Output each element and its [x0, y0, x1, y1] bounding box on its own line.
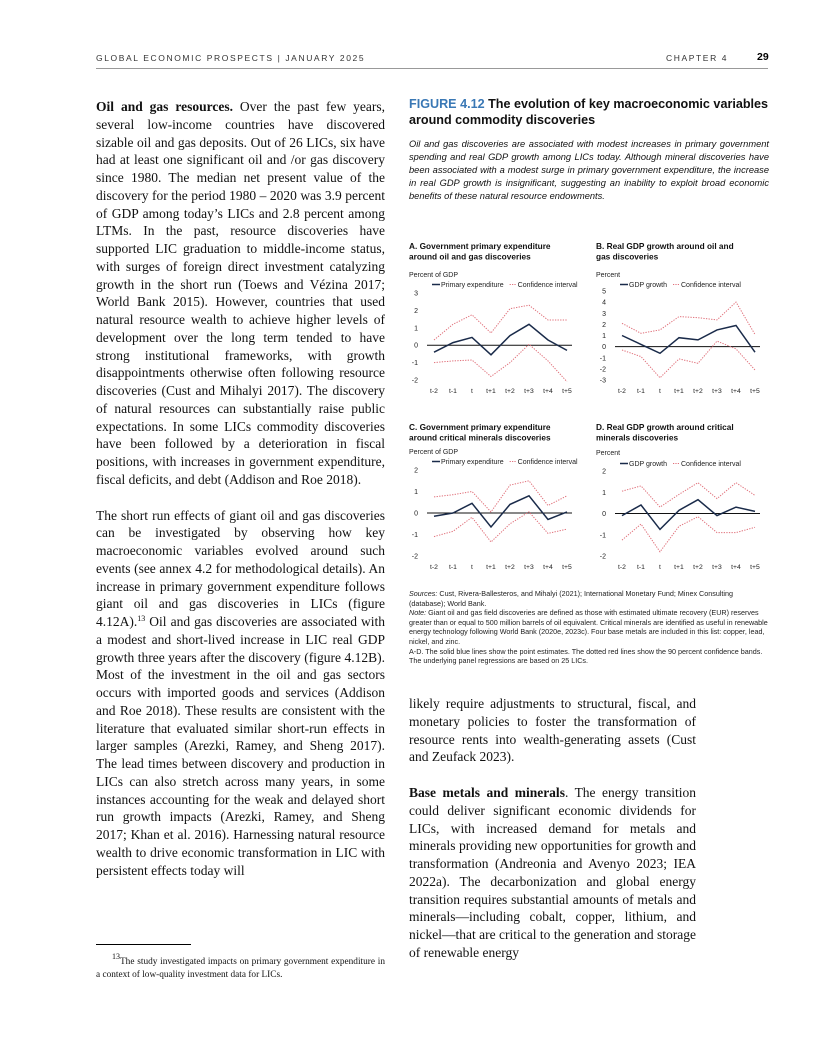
footnote-number: 13 — [112, 952, 120, 961]
y-tick-label: 0 — [414, 342, 418, 350]
y-tick-label: 2 — [414, 307, 418, 315]
y-axis-unit: Percent — [596, 272, 621, 279]
x-tick-label: t+5 — [562, 564, 572, 571]
panel-title: C. Government primary expenditure — [409, 422, 551, 432]
legend-label: Confidence interval — [517, 459, 578, 466]
note — [409, 608, 771, 646]
ci-upper-line — [622, 483, 755, 507]
running-header: GLOBAL ECONOMIC PROSPECTS | JANUARY 2025 — [96, 53, 366, 63]
estimate-line — [434, 324, 567, 355]
x-tick-label: t+4 — [543, 388, 553, 395]
y-tick-label: 2 — [602, 468, 606, 476]
paragraph-lead: Oil and gas resources. — [96, 99, 233, 114]
x-tick-label: t+2 — [505, 388, 515, 395]
figure-title-text: The evolution of key macroeconomic variables around commodity discoveries — [409, 97, 769, 127]
paragraph-base-metals — [409, 784, 696, 962]
x-tick-label: t+4 — [731, 388, 741, 395]
x-tick-label: t+4 — [731, 564, 741, 571]
paragraph-text: Over the past few years, several low-income countries have discovered sizable oil and gas deposits. Out of 26 LICs, six have had at least one significant oil and /or gas discovery since 1980. The median net present value of the discovery for the period 1980 – 2020 was 3.9 percent of GDP among today’s LICs and 2.8 percent among LTMs. In the past, resource discoveries have supported LIC graduation to middle-income status, with surges of foreign direct investment catalyzing growth in the short run (Toews and Vézina 2017; World Bank 2015). However, countries that used natural resource wealth to achieve higher levels of development over the long term tended to have strong institutional frameworks, with growth disappointments otherwise often following resource discoveries (Cust and Mihalyi 2017). The discovery of natural resources can substantially raise public expectations. In some LICs commodity discoveries have been followed by a deterioration in fiscal positions, with increases in government expenditure, fiscal deficits, and debt (Addison and Roe 2018). — [96, 99, 385, 487]
panel-title: minerals discoveries — [596, 432, 679, 443]
note-text: Giant oil and gas field discoveries are defined as those with estimated ultimate recovery (EUR) reserves greater than or equal to 500 million barrels of oil equivalent. Critical minerals are identified as useful in renewable energy technology following World Bank (2020e, 2023c). Four base metals are included in this list: copper, lead, nickel, and zinc. — [409, 608, 768, 646]
x-tick-label: t-2 — [618, 564, 626, 571]
x-tick-label: t-2 — [618, 388, 626, 395]
x-tick-label: t — [471, 564, 473, 571]
footnote-ref[interactable]: 13 — [137, 614, 146, 623]
y-tick-label: -1 — [411, 532, 418, 539]
estimate-line — [622, 326, 755, 354]
x-tick-label: t+1 — [486, 564, 496, 571]
y-tick-label: 0 — [602, 511, 606, 518]
y-tick-label: 1 — [602, 489, 606, 497]
y-axis-unit: Percent of GDP — [409, 272, 459, 279]
legend-label: Confidence interval — [517, 282, 578, 289]
y-axis-unit: Percent of GDP — [409, 449, 459, 456]
y-tick-label: -1 — [411, 360, 418, 368]
y-tick-label: 4 — [602, 299, 606, 307]
figure-notes — [409, 589, 771, 666]
sources — [409, 589, 771, 608]
x-tick-label: t+5 — [750, 388, 760, 395]
x-tick-label: t-2 — [430, 564, 438, 571]
legend-label: Primary expenditure — [441, 459, 504, 466]
note-ad: A-D. The solid blue lines show the point estimates. The dotted red lines show the 90 percent confidence bands. The underlying panel regressions are based on 25 LICs. — [409, 646, 763, 666]
panel-title: D. Real GDP growth around critical — [596, 422, 734, 432]
x-tick-label: t-1 — [449, 564, 457, 571]
ci-upper-line — [434, 481, 567, 512]
y-tick-label: 2 — [602, 321, 606, 329]
panel-title: A. Government primary expenditure — [409, 241, 551, 251]
y-tick-label: 1 — [414, 325, 418, 333]
paragraph-text: The short run effects of giant oil and gas discoveries can be investigated by observing how key macroeconomic variables evolved around such events (see annex 4.2 for methodological details). An increase in primary government expenditure follows giant oil and gas discoveries in LICs (figure 4.12A). — [96, 507, 385, 629]
panel-title: gas discoveries — [596, 251, 659, 262]
paragraph-lead: Base metals and minerals — [409, 785, 565, 800]
legend-label: GDP growth — [629, 282, 667, 289]
x-tick-label: t-2 — [430, 388, 438, 395]
y-tick-label: 1 — [414, 489, 418, 496]
y-tick-label: 5 — [602, 288, 606, 296]
y-tick-label: -1 — [599, 532, 606, 540]
panel-title: around critical minerals discoveries — [409, 432, 551, 443]
note-label: Note: — [409, 608, 427, 618]
ci-lower-line — [434, 344, 567, 381]
page-number: 29 — [757, 51, 769, 63]
y-tick-label: 0 — [602, 344, 606, 352]
ci-upper-line — [622, 302, 755, 334]
x-tick-label: t — [659, 388, 661, 395]
legend-label: GDP growth — [629, 461, 667, 468]
paragraph-continued: likely require adjustments to structural, fiscal, and monetary policies to foster the transformation of resource rents into wealth-generating assets (Cust and Zeufack 2023). — [409, 696, 696, 765]
x-tick-label: t-1 — [637, 388, 645, 395]
x-tick-label: t+2 — [693, 388, 703, 395]
x-tick-label: t+1 — [486, 388, 496, 395]
footnote-text: The study investigated impacts on primary government expenditure in a context of low-quality investment data for LICs. — [96, 957, 385, 980]
x-tick-label: t+5 — [750, 564, 760, 571]
y-tick-label: -2 — [599, 366, 606, 374]
y-tick-label: 0 — [414, 510, 418, 518]
estimate-line — [434, 496, 567, 527]
panel-title: B. Real GDP growth around oil and — [596, 241, 734, 251]
x-tick-label: t+1 — [674, 388, 684, 395]
x-tick-label: t-1 — [637, 564, 645, 571]
y-tick-label: -2 — [599, 553, 606, 561]
y-tick-label: 3 — [414, 290, 418, 298]
legend-label: Confidence interval — [681, 461, 741, 468]
x-tick-label: t-1 — [449, 388, 457, 395]
x-tick-label: t — [471, 388, 473, 395]
legend-label: Primary expenditure — [441, 282, 504, 289]
y-tick-label: 3 — [602, 310, 606, 318]
right-column — [409, 695, 696, 962]
y-axis-unit: Percent — [596, 450, 621, 457]
sources-text: Cust, Rivera-Ballesteros, and Mihalyi (2021); International Monetary Fund; Minex Consulting (database); World Bank. — [409, 589, 733, 608]
paragraph-text: . The energy transition could deliver significant economic dividends for LICs, with increased demand for metals and minerals providing new opportunities for growth and transformation (Andreonia and Avenyo 2023; IEA 2022a). The decarbonization and global energy transition requires substantial amounts of metals and minerals—including cobalt, copper, lithium, and nickel—that are critical to the generation and storage of renewable energy — [409, 785, 696, 960]
y-tick-label: 1 — [602, 333, 606, 340]
ci-upper-line — [434, 305, 567, 340]
ci-lower-line — [622, 517, 755, 552]
y-tick-label: 2 — [414, 467, 418, 475]
x-tick-label: t+2 — [693, 564, 703, 571]
y-tick-label: -3 — [599, 377, 606, 385]
x-tick-label: t+3 — [712, 564, 722, 571]
x-tick-label: t+3 — [524, 564, 534, 571]
y-tick-label: -2 — [411, 553, 418, 561]
x-tick-label: t — [659, 564, 661, 571]
y-tick-label: -1 — [599, 355, 606, 363]
x-tick-label: t+3 — [712, 388, 722, 395]
x-tick-label: t+5 — [562, 388, 572, 395]
x-tick-label: t+4 — [543, 564, 553, 571]
x-tick-label: t+2 — [505, 564, 515, 571]
legend-label: Confidence interval — [681, 282, 741, 289]
y-tick-label: -2 — [411, 377, 418, 385]
x-tick-label: t+3 — [524, 388, 534, 395]
sources-label: Sources: — [409, 589, 438, 598]
figure-number: FIGURE 4.12 — [409, 97, 485, 111]
figure-subtitle: Oil and gas discoveries are associated with modest increases in primary government spending and real GDP growth among LICs today. Although mineral discoveries have been associated with a modest surge in primary government expenditure, the increase in real GDP growth is insignificant, suggesting an inability to exploit broad economic benefits of these natural resource endowments. — [409, 139, 769, 202]
paragraph-text: Oil and gas discoveries are associated with a modest and short-lived increase in LIC real GDP growth three years after the discovery (figure 4.12B). Most of the investment in the oil and gas sectors occurs with imported goods and services (Addison and Roe 2018). These results are consistent with the literature that evaluated similar short-run effects in larger samples (Arezki, Ramey, and Sheng 2017). The lead times between discovery and production in LICs can also stretch across many years, in some instances accounting for the weak and delayed short run growth impacts (Arezki, Ramey, and Sheng 2017; Khan et al. 2016). Harnessing natural resource wealth to drive economic transformation in LIC with persistent effects today will — [96, 614, 385, 878]
panel-title: around oil and gas discoveries — [409, 251, 531, 262]
x-tick-label: t+1 — [674, 564, 684, 571]
chapter-label: CHAPTER 4 — [666, 53, 729, 63]
